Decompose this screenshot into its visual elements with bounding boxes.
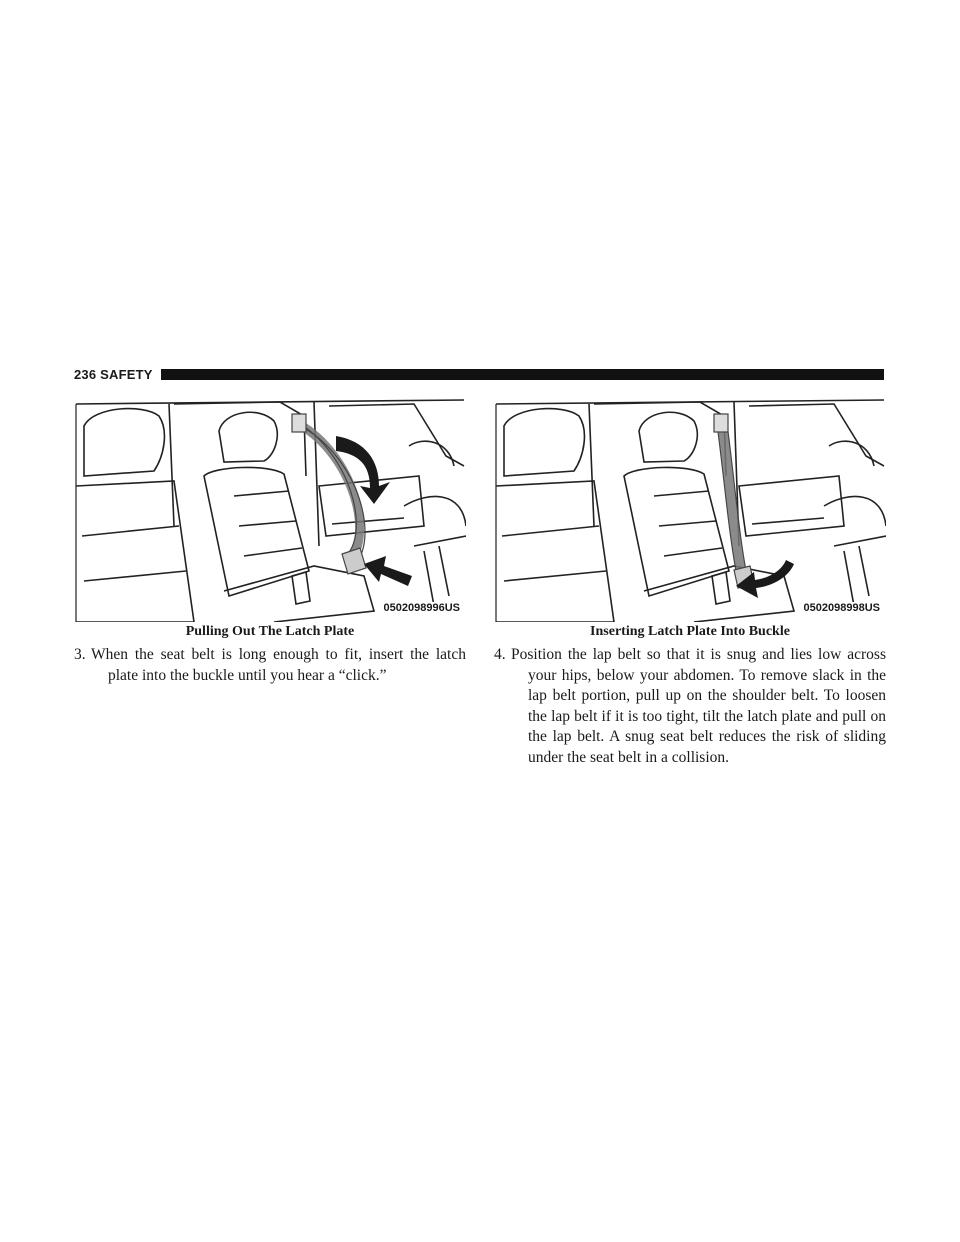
- figure-caption: Inserting Latch Plate Into Buckle: [590, 624, 790, 639]
- step-text: When the seat belt is long enough to fit, insert the latch plate into the buckle until you hear a “click.”: [91, 646, 466, 684]
- figure-inserting-latch-plate: [494, 396, 886, 622]
- instruction-step-4: [494, 645, 886, 768]
- section-title: SAFETY: [100, 366, 153, 382]
- figure-pulling-latch-plate: [74, 396, 466, 622]
- figure-code: 0502098996US: [383, 602, 460, 614]
- figure-caption: Pulling Out The Latch Plate: [185, 624, 355, 639]
- seat-belt-illustration-2: [494, 396, 886, 622]
- header-rule: [161, 369, 884, 380]
- step-number: 3.: [74, 646, 86, 663]
- page-header: [74, 363, 884, 385]
- step-text: Position the lap belt so that it is snug and lies low across your hips, below your abdomen. To remove slack in the lap belt portion, pull up on the shoulder belt. To loosen the lap belt if it is too tight, tilt the latch plate and pull on the lap belt. A snug seat belt reduces the risk of sliding under the seat belt in a collision.: [511, 646, 886, 766]
- seat-belt-illustration-1: [74, 396, 466, 622]
- page-header-label: [74, 367, 153, 382]
- page-number: 236: [74, 366, 97, 382]
- instruction-step-3: [74, 645, 466, 686]
- figure-code: 0502098998US: [803, 602, 880, 614]
- step-number: 4.: [494, 646, 506, 663]
